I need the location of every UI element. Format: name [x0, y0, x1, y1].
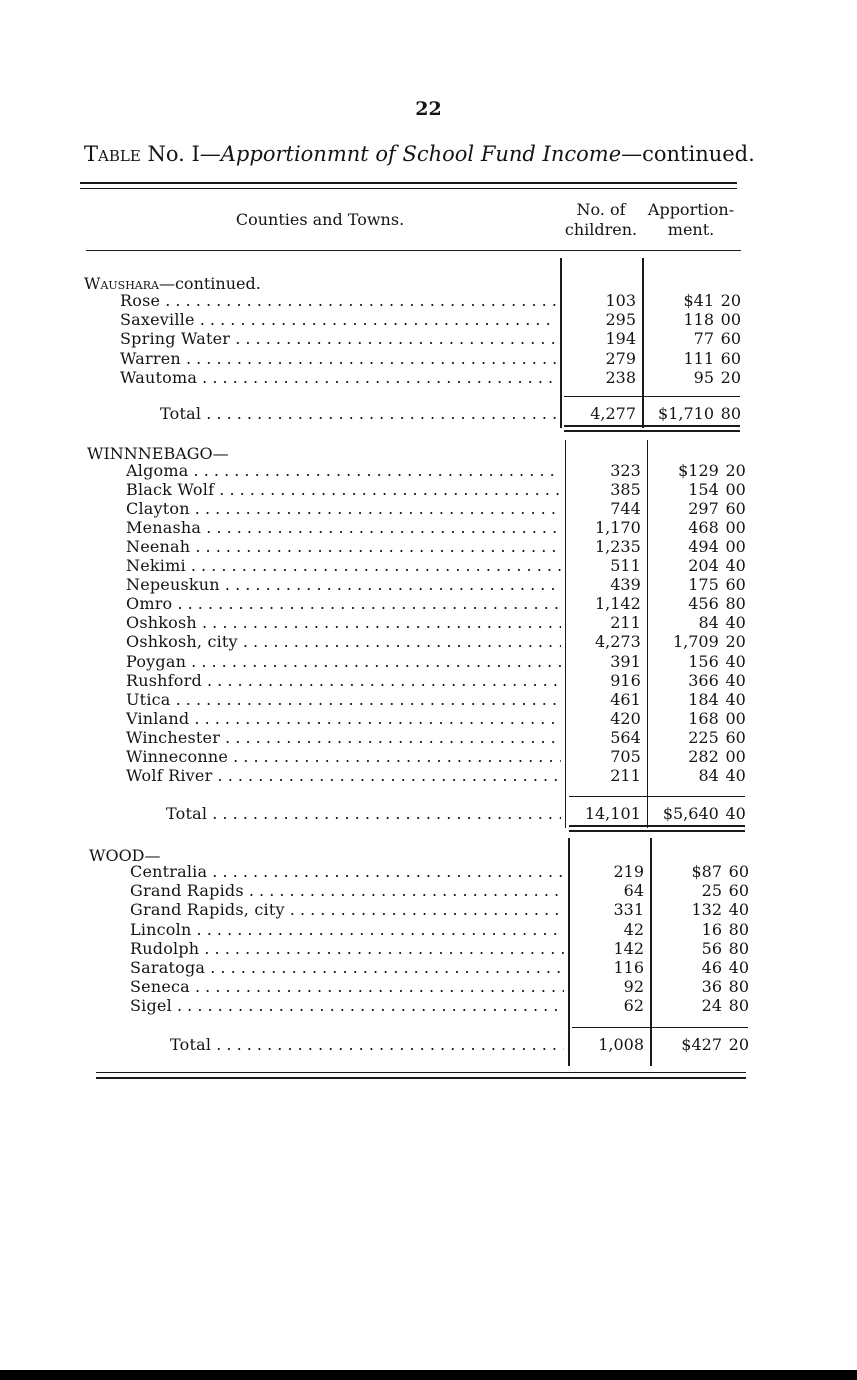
apportionment-cents: 00 [725, 747, 746, 766]
table-row [0, 594, 857, 613]
children-count: 916 [610, 671, 641, 690]
table-row [0, 613, 857, 632]
town-name: Saratoga . . . [130, 958, 564, 977]
apportionment-cents: 00 [720, 310, 741, 329]
apportionment-cents: 00 [725, 480, 746, 499]
table-row [0, 862, 857, 881]
town-name: Seneca . . . [130, 977, 564, 996]
table-title-prefix: Table [84, 142, 141, 166]
header-rule [86, 250, 741, 251]
apportionment-cents: 40 [728, 958, 749, 977]
children-count: 42 [623, 920, 644, 939]
children-count: 238 [605, 368, 636, 387]
apportionment-cents: 60 [720, 349, 741, 368]
children-count: 511 [610, 556, 641, 575]
town-name: Clayton . . . [126, 499, 561, 518]
total-double-rule-bottom [564, 430, 740, 432]
bottom-rule-thin [96, 1072, 746, 1073]
apportionment-cents: 60 [725, 575, 746, 594]
apportionment-cents: 40 [725, 613, 746, 632]
table-row [0, 537, 857, 556]
apportionment-dollars: 24 [701, 996, 722, 1015]
table-row [0, 349, 857, 368]
apportionment-cents: 60 [725, 499, 746, 518]
county-name: WINNNEBAGO— [87, 444, 229, 463]
total-label: Total . . . [166, 804, 561, 823]
table-row [0, 310, 857, 329]
apportionment-cents: 60 [725, 728, 746, 747]
apportionment-cents: 40 [725, 652, 746, 671]
apportionment-cents: 80 [728, 939, 749, 958]
apportionment-cents: 20 [720, 368, 741, 387]
children-count: 323 [610, 461, 641, 480]
apportionment-cents: 40 [725, 766, 746, 785]
apportionment-cents: 80 [728, 996, 749, 1015]
town-name: Menasha . . . [126, 518, 561, 537]
table-row [0, 958, 857, 977]
apportionment-dollars: 175 [688, 575, 719, 594]
town-name: Saxeville . . . [120, 310, 556, 329]
apportionment-dollars: 154 [688, 480, 719, 499]
apportionment-dollars: 297 [688, 499, 719, 518]
table-row [0, 747, 857, 766]
children-count: 1,008 [598, 1035, 644, 1054]
table-row [0, 690, 857, 709]
table-row [0, 709, 857, 728]
total-double-rule-top [569, 825, 745, 827]
town-name: Centralia . . . [130, 862, 564, 881]
apportionment-dollars: 111 [683, 349, 714, 368]
apportionment-dollars: 225 [688, 728, 719, 747]
page-number: 22 [415, 98, 442, 120]
header-children-line1: No. of [576, 200, 626, 219]
table-row [0, 368, 857, 387]
town-name: Wautoma . . . [120, 368, 556, 387]
apportionment-cents: 60 [728, 862, 749, 881]
children-count: 92 [623, 977, 644, 996]
town-name: Rushford . . . [126, 671, 561, 690]
bottom-rule-thick [96, 1077, 746, 1079]
county-name: Waushara [84, 274, 159, 293]
children-count: 14,101 [584, 804, 641, 823]
total-label: Total . . . [160, 404, 556, 423]
table-row [0, 480, 857, 499]
town-name: Neenah . . . [126, 537, 561, 556]
town-name: Rose . . . [120, 291, 556, 310]
apportionment-cents: 00 [725, 709, 746, 728]
town-name: Poygan . . . [126, 652, 561, 671]
apportionment-cents: 40 [725, 556, 746, 575]
town-name: Sigel . . . [130, 996, 564, 1015]
apportionment-cents: 60 [720, 329, 741, 348]
header-children-line2: children. [564, 220, 638, 239]
town-name: Grand Rapids, city . . . [130, 900, 564, 919]
children-count: 194 [605, 329, 636, 348]
children-count: 116 [613, 958, 644, 977]
town-name: Omro . . . [126, 594, 561, 613]
apportionment-dollars: $427 [681, 1035, 722, 1054]
apportionment-dollars: 1,709 [672, 632, 719, 651]
apportionment-dollars: $129 [678, 461, 719, 480]
county-suffix: —continued. [158, 274, 261, 293]
apportionment-cents: 40 [728, 900, 749, 919]
table-title-suffix: —continued. [621, 142, 755, 166]
apportionment-cents: 20 [725, 632, 746, 651]
apportionment-cents: 80 [720, 404, 741, 423]
header-apportionment-line2: ment. [667, 220, 715, 239]
header-apportionment [642, 200, 740, 240]
apportionment-dollars: 282 [688, 747, 719, 766]
table-title-subject: Apportionmnt of School Fund Income [220, 142, 622, 166]
children-count: 705 [610, 747, 641, 766]
total-double-rule-top [564, 425, 740, 427]
table-row [0, 499, 857, 518]
children-count: 64 [623, 881, 644, 900]
table-row [0, 920, 857, 939]
apportionment-dollars: $41 [683, 291, 714, 310]
apportionment-dollars: 56 [701, 939, 722, 958]
children-count: 62 [623, 996, 644, 1015]
table-row [0, 977, 857, 996]
apportionment-dollars: 132 [691, 900, 722, 919]
apportionment-dollars: 16 [701, 920, 722, 939]
children-count: 1,170 [594, 518, 641, 537]
town-name: Black Wolf . . . [126, 480, 561, 499]
children-count: 279 [605, 349, 636, 368]
children-count: 4,273 [594, 632, 641, 651]
town-name: Nekimi . . . [126, 556, 561, 575]
table-row [0, 766, 857, 785]
apportionment-dollars: 204 [688, 556, 719, 575]
town-name: Lincoln . . . [130, 920, 564, 939]
town-name: Nepeuskun . . . [126, 575, 561, 594]
apportionment-cents: 00 [725, 518, 746, 537]
apportionment-dollars: 95 [693, 368, 714, 387]
apportionment-cents: 60 [728, 881, 749, 900]
apportionment-cents: 20 [725, 461, 746, 480]
town-name: Winchester . . . [126, 728, 561, 747]
apportionment-dollars: 184 [688, 690, 719, 709]
children-count: 142 [613, 939, 644, 958]
town-name: Vinland . . . [126, 709, 561, 728]
total-row [0, 1035, 857, 1054]
total-row [0, 804, 857, 823]
town-name: Winneconne . . . [126, 747, 561, 766]
children-count: 744 [610, 499, 641, 518]
top-rule-thin [80, 188, 737, 189]
children-count: 461 [610, 690, 641, 709]
table-row [0, 329, 857, 348]
apportionment-cents: 20 [720, 291, 741, 310]
children-count: 4,277 [590, 404, 636, 423]
town-name: Grand Rapids . . . [130, 881, 564, 900]
header-children [561, 200, 641, 240]
apportionment-dollars: 366 [688, 671, 719, 690]
county-name: WOOD— [89, 846, 161, 865]
children-count: 439 [610, 575, 641, 594]
table-row [0, 900, 857, 919]
table-row [0, 518, 857, 537]
subtotal-rule [572, 1027, 748, 1028]
children-count: 385 [610, 480, 641, 499]
town-name: Wolf River . . . [126, 766, 561, 785]
subtotal-rule [564, 396, 740, 397]
total-double-rule-bottom [569, 830, 745, 832]
town-name: Spring Water . . . [120, 329, 556, 348]
apportionment-dollars: 36 [701, 977, 722, 996]
apportionment-dollars: 84 [698, 613, 719, 632]
apportionment-cents: 40 [725, 804, 746, 823]
apportionment-dollars: 25 [701, 881, 722, 900]
town-name: Oshkosh, city . . . [126, 632, 561, 651]
town-name: Utica . . . [126, 690, 561, 709]
apportionment-cents: 80 [728, 920, 749, 939]
apportionment-cents: 40 [725, 671, 746, 690]
children-count: 564 [610, 728, 641, 747]
apportionment-dollars: 168 [688, 709, 719, 728]
apportionment-cents: 00 [725, 537, 746, 556]
subtotal-rule [569, 796, 745, 797]
table-title-number: No. I— [140, 142, 221, 166]
apportionment-dollars: $1,710 [658, 404, 714, 423]
table-row [0, 291, 857, 310]
children-count: 331 [613, 900, 644, 919]
children-count: 1,142 [594, 594, 641, 613]
total-row [0, 404, 857, 423]
children-count: 391 [610, 652, 641, 671]
apportionment-dollars: 156 [688, 652, 719, 671]
children-count: 1,235 [594, 537, 641, 556]
children-count: 219 [613, 862, 644, 881]
table-row [0, 556, 857, 575]
children-count: 420 [610, 709, 641, 728]
apportionment-cents: 80 [725, 594, 746, 613]
town-name: Rudolph . . . [130, 939, 564, 958]
top-rule-thick [80, 182, 737, 184]
apportionment-cents: 80 [728, 977, 749, 996]
children-count: 295 [605, 310, 636, 329]
apportionment-dollars: 46 [701, 958, 722, 977]
apportionment-dollars: 77 [693, 329, 714, 348]
table-row [0, 652, 857, 671]
table-row [0, 575, 857, 594]
children-count: 103 [605, 291, 636, 310]
table-row [0, 461, 857, 480]
apportionment-dollars: 468 [688, 518, 719, 537]
table-row [0, 881, 857, 900]
header-apportionment-line1: Apportion- [647, 200, 735, 219]
header-counties-towns: Counties and Towns. [235, 210, 405, 229]
town-name: Oshkosh . . . [126, 613, 561, 632]
total-label: Total . . . [170, 1035, 564, 1054]
apportionment-cents: 20 [728, 1035, 749, 1054]
apportionment-dollars: 456 [688, 594, 719, 613]
children-count: 211 [610, 766, 641, 785]
apportionment-dollars: 84 [698, 766, 719, 785]
table-title [84, 142, 755, 166]
table-row [0, 996, 857, 1015]
apportionment-dollars: $5,640 [662, 804, 719, 823]
apportionment-dollars: $87 [691, 862, 722, 881]
apportionment-dollars: 494 [688, 537, 719, 556]
town-name: Algoma . . . [126, 461, 561, 480]
apportionment-dollars: 118 [683, 310, 714, 329]
table-row [0, 939, 857, 958]
town-name: Warren . . . [120, 349, 556, 368]
apportionment-cents: 40 [725, 690, 746, 709]
table-row [0, 728, 857, 747]
table-row [0, 632, 857, 651]
table-row [0, 671, 857, 690]
scan-edge-band [0, 1370, 857, 1380]
children-count: 211 [610, 613, 641, 632]
